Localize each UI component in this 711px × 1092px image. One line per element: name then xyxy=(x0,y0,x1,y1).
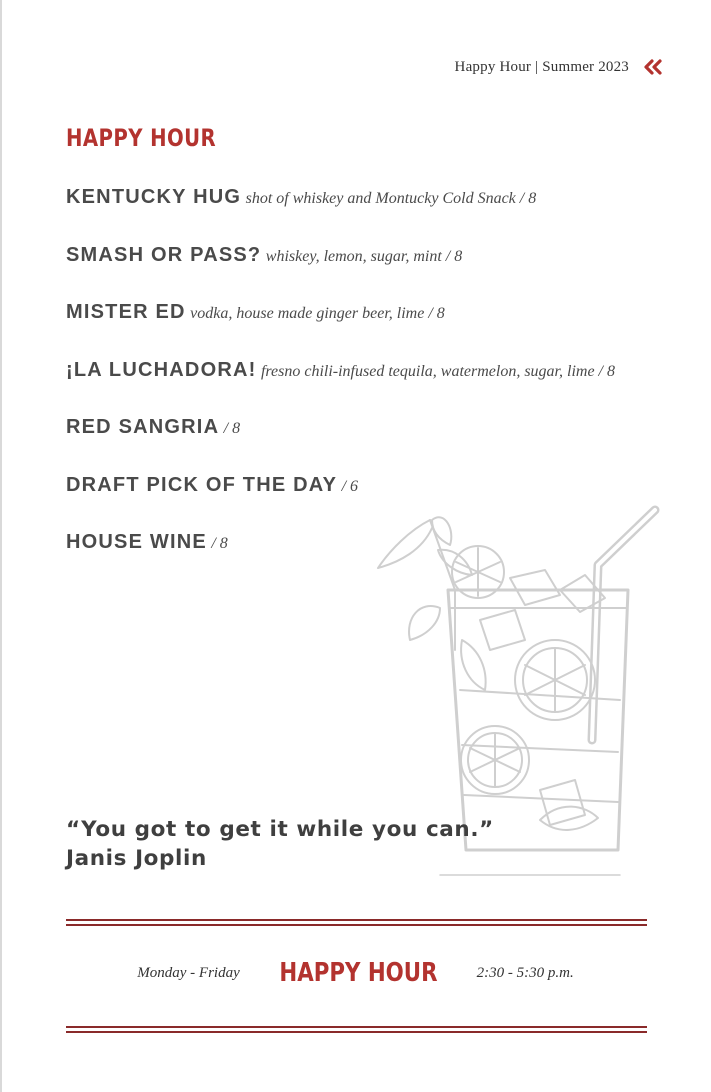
menu-item xyxy=(66,186,666,244)
menu-item xyxy=(66,359,666,417)
footer-days: Monday - Friday xyxy=(137,964,240,981)
item-description: shot of whiskey and Montucky Cold Snack / 8 xyxy=(245,190,537,207)
item-description: vodka, house made ginger beer, lime / 8 xyxy=(190,305,445,322)
quote-author: Janis Joplin xyxy=(66,846,207,871)
footer-time: 2:30 - 5:30 p.m. xyxy=(476,964,574,981)
item-name: DRAFT PICK OF THE DAY xyxy=(66,473,338,496)
item-description: / 6 xyxy=(341,477,359,495)
menu-item xyxy=(66,244,666,302)
page-edge xyxy=(0,0,2,1092)
footer xyxy=(0,958,711,988)
item-name: RED SANGRIA xyxy=(66,416,220,438)
item-name: MISTER ED xyxy=(66,301,186,323)
quote-block xyxy=(66,815,494,873)
menu-item xyxy=(66,301,666,359)
divider-bottom xyxy=(66,1026,647,1033)
item-name: SMASH OR PASS? xyxy=(66,243,262,266)
divider-top xyxy=(66,919,647,926)
double-chevron-left-icon[interactable] xyxy=(643,58,665,76)
item-name: KENTUCKY HUG xyxy=(66,186,242,208)
item-description: whiskey, lemon, sugar, mint / 8 xyxy=(265,247,463,265)
item-description: fresno chili-infused tequila, watermelon, sugar, lime / 8 xyxy=(260,362,615,380)
item-description: / 8 xyxy=(223,420,241,437)
item-name: HOUSE WINE xyxy=(66,531,207,553)
page-header xyxy=(455,58,665,76)
section-title: HAPPY HOUR xyxy=(66,124,217,152)
item-name: ¡LA LUCHADORA! xyxy=(66,358,257,381)
menu-item xyxy=(66,416,666,474)
footer-title: HAPPY HOUR xyxy=(279,958,438,988)
item-description: / 8 xyxy=(211,535,228,552)
header-label: Happy Hour | Summer 2023 xyxy=(454,58,629,75)
quote-text: “You got to get it while you can.” xyxy=(66,817,494,842)
